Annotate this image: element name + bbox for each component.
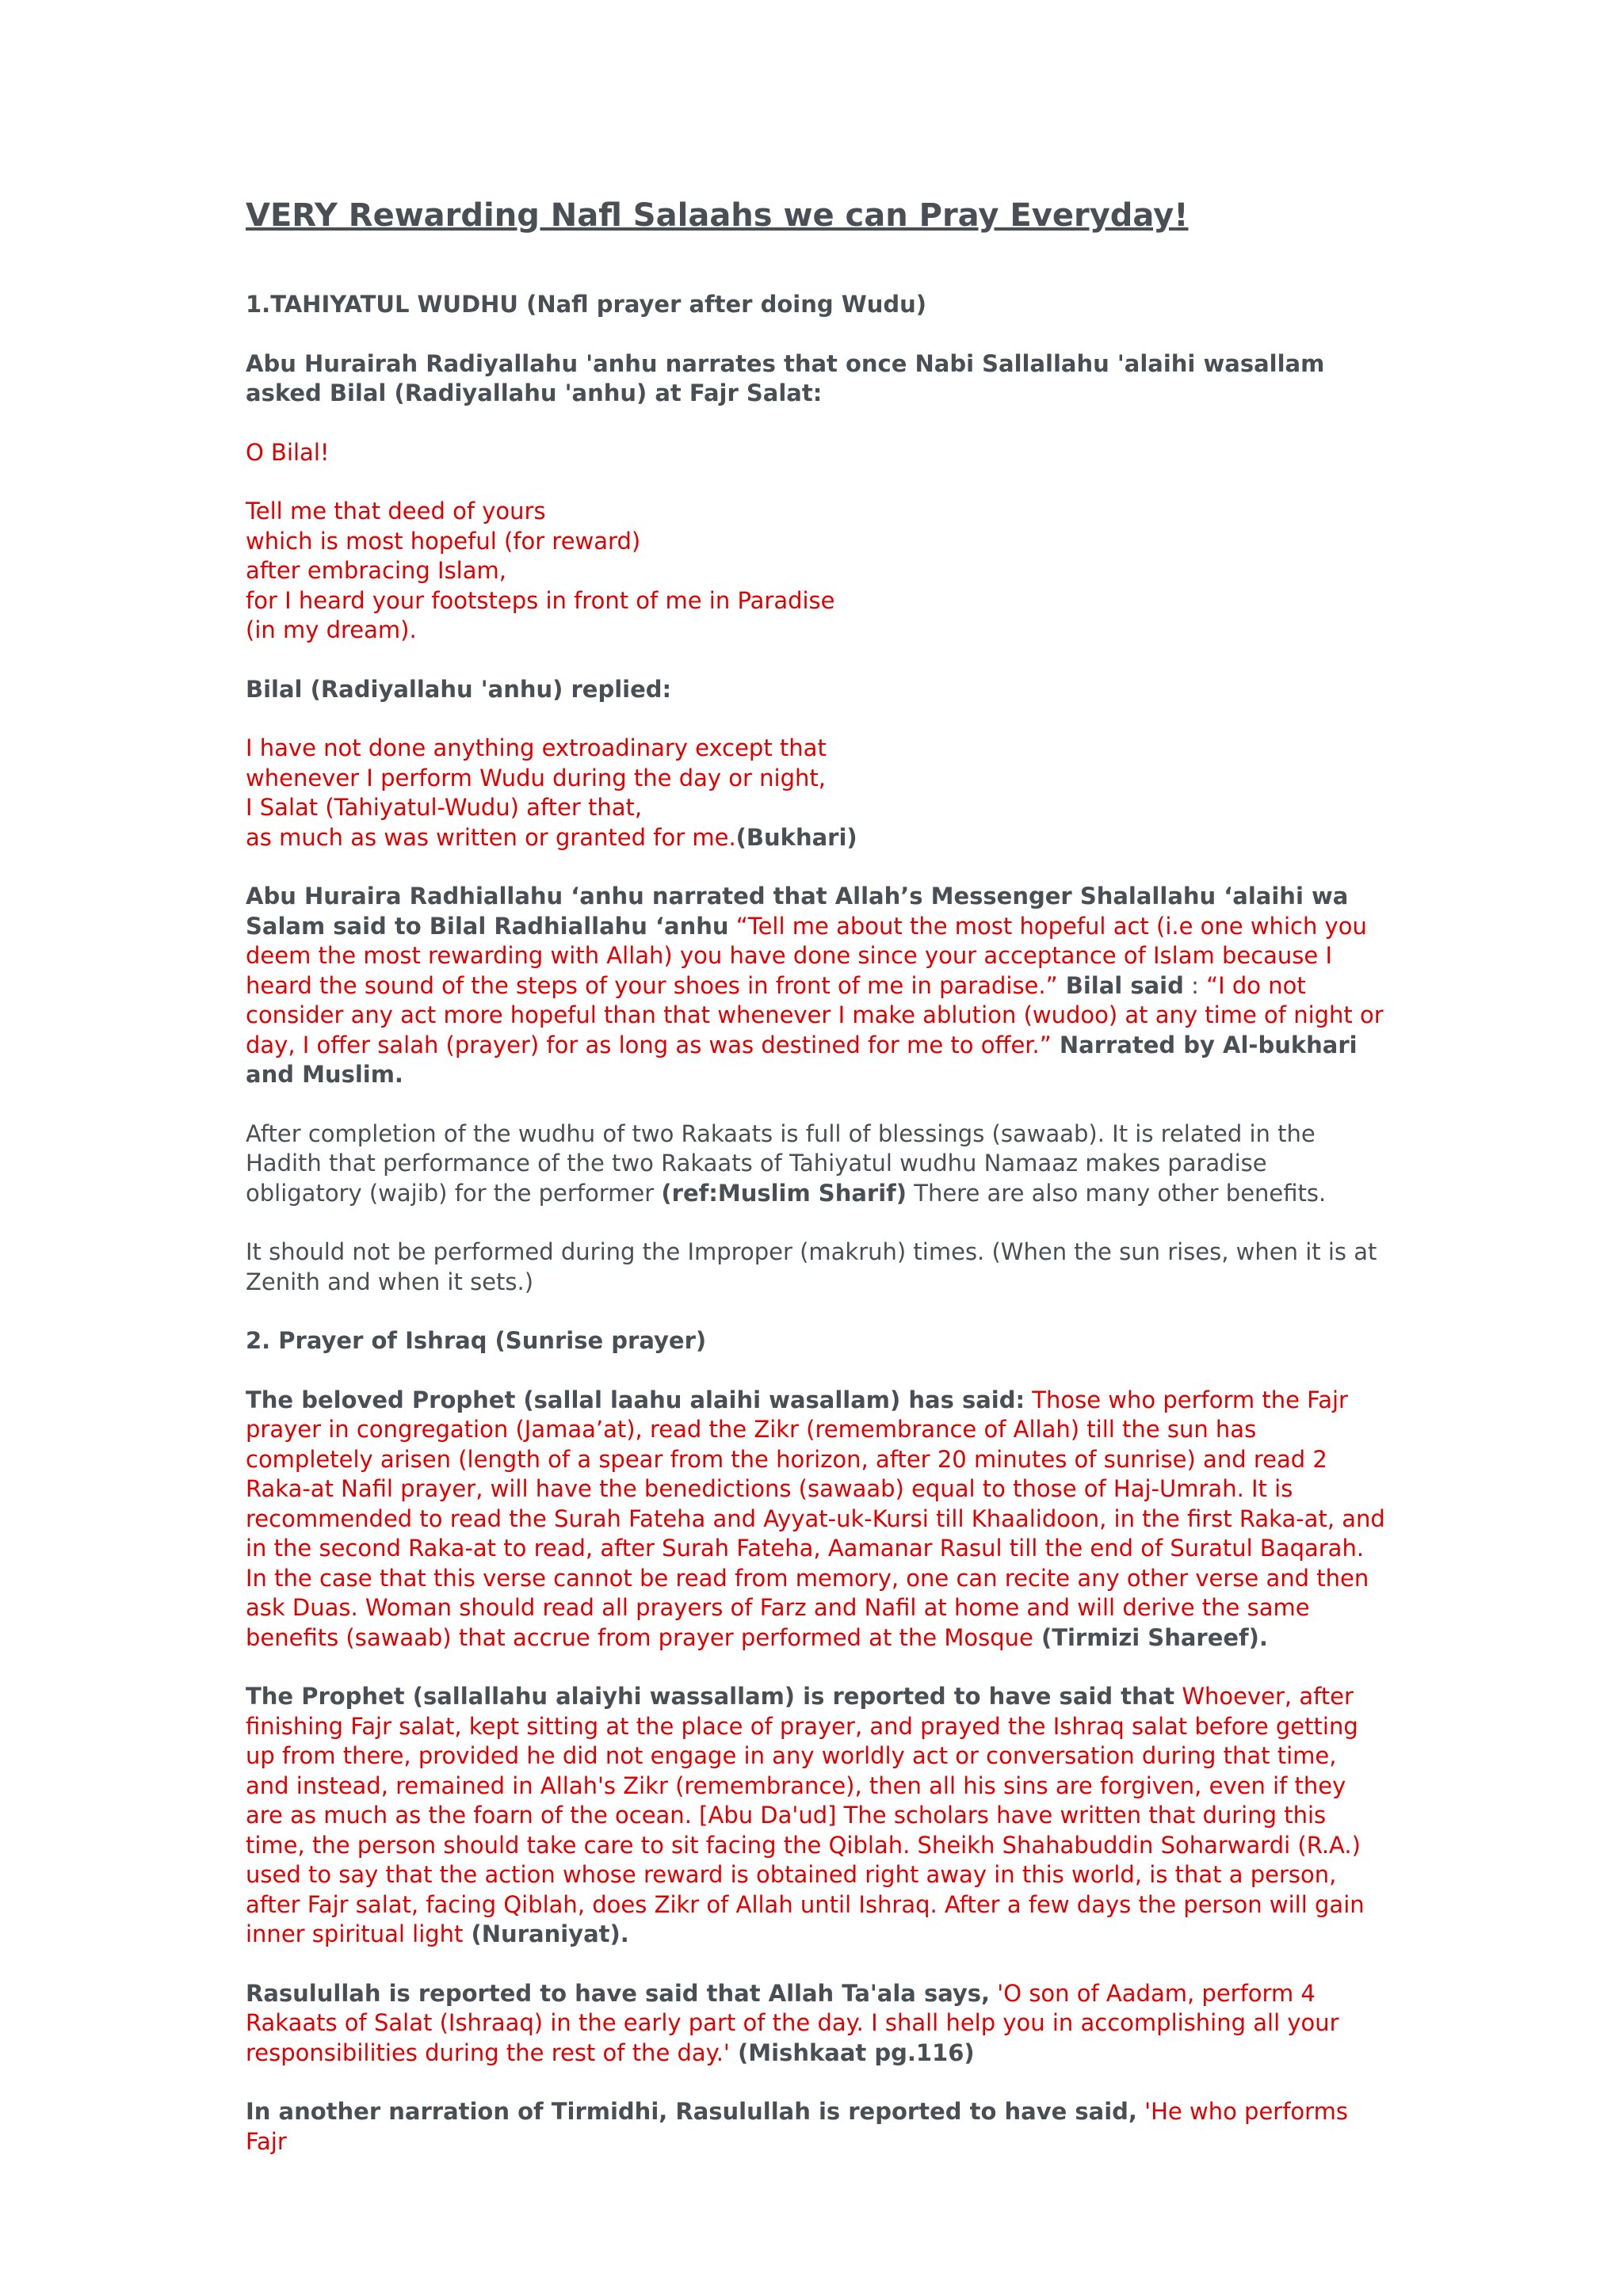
- quote-line: (in my dream).: [246, 616, 417, 643]
- page-title: VERY Rewarding Nafl Salaahs we can Pray Everyday!: [246, 197, 1189, 234]
- quote-text: Whoever, after finishing Fajr salat, kept sitting at the place of prayer, and prayed the Ishraq salat before getting up from there, provided he did not engage in any worldly act or conversation during that time, and instead, remained in Allah's Zikr (remembrance), then all his sins are forgiven, even if they are as much as the foarn of the ocean. [Abu Da'ud] The scholars have written that during this time, the person should take care to sit facing the Qiblah. Sheikh Shahabuddin Soharwardi (R.A.) used to say that the action whose reward is obtained right away in this world, is that a person, after Fajr salat, facing Qiblah, does Zikr of Allah until Ishraq. After a few days the person will gain inner spiritual light: [246, 1683, 1365, 1947]
- narration-bold: The beloved Prophet (sallal laahu alaihi wasallam) has said:: [246, 1386, 1025, 1413]
- separator-text: :: [1183, 971, 1207, 999]
- body-paragraph: [246, 1119, 1387, 1209]
- narration-paragraph: [246, 1979, 1387, 2069]
- reference: Narrated by Al-bukhari and Muslim.: [246, 1031, 1358, 1088]
- quote-line: whenever I perform Wudu during the day or night,: [246, 764, 826, 791]
- narration-paragraph: [246, 2097, 1387, 2157]
- quote-line: after embracing Islam,: [246, 557, 506, 584]
- quote-line: [246, 823, 1387, 853]
- narration-bold: Bilal said: [1057, 971, 1184, 999]
- section-heading-tahiyatul-wudhu: 1.TAHIYATUL WUDHU (Nafl prayer after doing Wudu): [246, 291, 926, 318]
- narration-bold: Abu Huraira Radhiallahu ‘anhu narrated that Allah’s Messenger Shalallahu ‘alaihi wa Salam said to Bilal Radhiallahu ‘anhu: [246, 883, 1349, 940]
- quote-answer: [246, 734, 1387, 852]
- reply-intro: Bilal (Radiyallahu 'anhu) replied:: [246, 675, 672, 703]
- quote-text: 'He who performs Fajr: [246, 2098, 1348, 2155]
- quote-text: “Tell me about the most hopeful act (i.e one which you deem the most rewarding with Allah) you have done since your acceptance of Islam because I heard the sound of the steps of your shoes in front of me in paradise.”: [246, 912, 1367, 999]
- reference: (Tirmizi Shareef).: [1033, 1623, 1268, 1651]
- quote-text: “I do not consider any act more hopeful than that whenever I make ablution (wudoo) at any time of night or day, I offer salah (prayer) for as long as was destined for me to offer.”: [246, 971, 1384, 1058]
- narration-paragraph: [246, 1386, 1387, 1653]
- narration-bold: Rasulullah is reported to have said that Allah Ta'ala says,: [246, 1979, 991, 2007]
- reference: (ref:Muslim Sharif): [661, 1179, 907, 1207]
- document-page: [246, 196, 1387, 2186]
- quote-line: Tell me that deed of yours: [246, 498, 546, 524]
- quote-line: which is most hopeful (for reward): [246, 527, 641, 555]
- narration-bold: The Prophet (sallallahu alaiyhi wassallam) is reported to have said that: [246, 1683, 1175, 1710]
- quote-question: [246, 497, 1387, 646]
- section-heading-ishraq: 2. Prayer of Ishraq (Sunrise prayer): [246, 1327, 707, 1354]
- quote-line: for I heard your footsteps in front of me in Paradise: [246, 586, 835, 614]
- narration-intro: Abu Hurairah Radiyallahu 'anhu narrates that once Nabi Sallallahu 'alaihi wasallam asked Bilal (Radiyallahu 'anhu) at Fajr Salat:: [246, 349, 1325, 406]
- body-paragraph: It should not be performed during the Improper (makruh) times. (When the sun rises, when it is at Zenith and when it sets.): [246, 1238, 1377, 1295]
- quote-line: I Salat (Tahiyatul-Wudu) after that,: [246, 794, 643, 821]
- quote-text: 'O son of Aadam, perform 4 Rakaats of Salat (Ishraaq) in the early part of the day. I shall help you in accomplishing all your responsibilities during the rest of the day.': [246, 1979, 1339, 2066]
- quote-line: I have not done anything extroadinary except that: [246, 734, 827, 761]
- body-text: There are also many other benefits.: [907, 1179, 1327, 1207]
- reference: (Mishkaat pg.116): [729, 2039, 975, 2066]
- quote-text: as much as was written or granted for me.: [246, 823, 736, 851]
- reference: (Nuraniyat).: [463, 1920, 629, 1947]
- narration-bold: In another narration of Tirmidhi, Rasulullah is reported to have said,: [246, 2098, 1137, 2125]
- narration-paragraph: [246, 1682, 1387, 1950]
- narration-paragraph: [246, 882, 1387, 1090]
- body-text: After completion of the wudhu of two Rakaats is full of blessings (sawaab). It is related in the Hadith that performance of the two Rakaats of Tahiyatul wudhu Namaaz makes paradise obligatory (wajib) for the performer: [246, 1119, 1316, 1207]
- quote-text: Those who perform the Fajr prayer in congregation (Jamaa’at), read the Zikr (remembrance of Allah) till the sun has completely arisen (length of a spear from the horizon, after 20 minutes of sunrise) and read 2 Raka-at Nafil prayer, will have the benedictions (sawaab) equal to those of Haj-Umrah. It is recommended to read the Surah Fateha and Ayyat-uk-Kursi till Khaalidoon, in the first Raka-at, and in the second Raka-at to read, after Surah Fateha, Aamanar Rasul till the end of Suratul Baqarah. In the case that this verse cannot be read from memory, one can recite any other verse and then ask Duas. Woman should read all prayers of Farz and Nafil at home and will derive the same benefits (sawaab) that accrue from prayer performed at the Mosque: [246, 1386, 1385, 1651]
- reference: (Bukhari): [735, 823, 857, 851]
- quote-o-bilal: O Bilal!: [246, 438, 330, 466]
